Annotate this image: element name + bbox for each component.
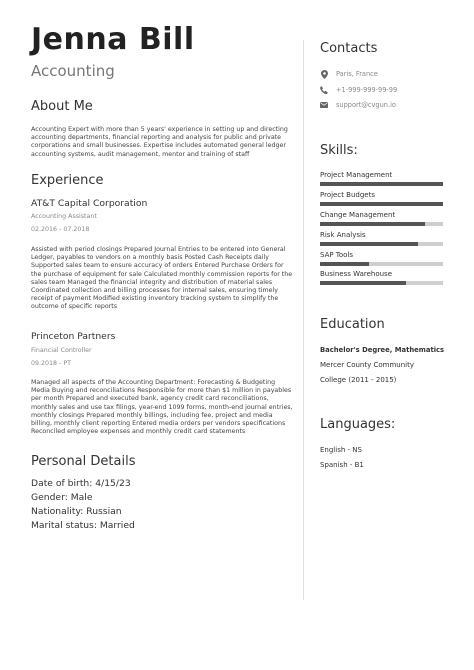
skills-heading: Skills: [320, 143, 358, 158]
contact-email[interactable] [320, 100, 396, 110]
skill-bar-fill [320, 242, 418, 246]
column-divider [303, 40, 304, 600]
job-role: Accounting Assistant [31, 213, 97, 220]
language-item: Spanish - B1 [320, 461, 364, 469]
skill-label: Risk Analysis [320, 231, 366, 239]
contacts-heading: Contacts [320, 41, 378, 56]
personal-gender: Gender: Male [31, 492, 93, 503]
candidate-title: Accounting [31, 62, 115, 80]
skill-bar [320, 222, 443, 226]
skill-bar-fill [320, 202, 443, 206]
job-description: Managed all aspects of the Accounting Department: Forecasting & Budgeting Media Buying and reconciliations Responsible for more than $1 million in payables per month Prepared and executed bank, agency credit card reconciliations, monthly sales and use tax filings, year-end 1099 forms, month-end journal entries, monthly closings Prepared monthly billings, including fee, project and media billing, monthly client reporting Entered media orders per vendors specifications Reconciled employee expenses and monthly credit card statements [31, 379, 293, 436]
skill-item [320, 250, 443, 266]
education-heading: Education [320, 317, 385, 332]
phone-icon [320, 86, 328, 94]
personal-heading: Personal Details [31, 454, 136, 469]
candidate-name: Jenna Bill [31, 22, 195, 57]
skill-bar [320, 182, 443, 186]
skill-item [320, 170, 443, 186]
contact-location-text: Paris, France [336, 70, 378, 78]
personal-nationality: Nationality: Russian [31, 506, 122, 517]
contact-phone [320, 85, 397, 95]
skill-label: Project Management [320, 171, 393, 179]
skill-label: Project Budgets [320, 191, 375, 199]
skill-bar-fill [320, 182, 443, 186]
experience-heading: Experience [31, 173, 104, 188]
skill-bar-fill [320, 281, 406, 285]
about-heading: About Me [31, 99, 93, 114]
education-school: Mercer County Community [320, 361, 414, 369]
job-dates: 02.2016 - 07.2018 [31, 226, 90, 233]
job-description: Assisted with period closings Prepared Journal Entries to be entered into General Ledger, payables to vendors on a monthly basis Posted Cash Receipts daily Supported sales team to ensure accuracy of orders Entered Purchase Orders for the purchase of equipment for sale Calculated monthly commission reports for the sales team Managed the financial integrity and distribution of material sales Coordinated collection and billing processes for internal sales, ensuring timely receipt of payment Modified existing inventory tracking system to simplify the outcome of specific reports [31, 246, 293, 311]
contact-email-text[interactable]: support@cvgun.io [336, 101, 396, 109]
languages-heading: Languages: [320, 417, 396, 432]
language-item: English - NS [320, 446, 362, 454]
envelope-icon [320, 101, 328, 109]
skill-item [320, 210, 443, 226]
skill-bar-fill [320, 222, 425, 226]
job-company: Princeton Partners [31, 331, 116, 342]
personal-marital: Marital status: Married [31, 520, 135, 531]
skill-label: SAP Tools [320, 251, 354, 259]
skill-bar [320, 262, 443, 266]
job-role: Financial Controller [31, 347, 92, 354]
skill-label: Change Management [320, 211, 396, 219]
skill-item [320, 190, 443, 206]
job-dates: 09.2018 - PT [31, 360, 71, 367]
contact-phone-text: +1-999-999-99-99 [336, 86, 398, 94]
contact-location [320, 69, 378, 79]
education-years: College (2011 - 2015) [320, 376, 397, 384]
skill-bar-fill [320, 262, 369, 266]
skill-bar [320, 242, 443, 246]
education-degree: Bachelor's Degree, Mathematics [320, 346, 445, 354]
skill-label: Business Warehouse [320, 270, 392, 278]
about-text: Accounting Expert with more than 5 years' experience in setting up and directing accounting departments, financial reporting and analysis for public and private corporations and small businesses. Expertise includes automated general ledger accounting systems, audit management, mentor and training of staff [31, 126, 288, 158]
location-pin-icon [320, 70, 328, 78]
skill-item [320, 269, 443, 285]
personal-dob: Date of birth: 4/15/23 [31, 478, 131, 489]
skill-bar [320, 202, 443, 206]
skill-item [320, 230, 443, 246]
skill-bar [320, 281, 443, 285]
job-company: AT&T Capital Corporation [31, 198, 148, 209]
